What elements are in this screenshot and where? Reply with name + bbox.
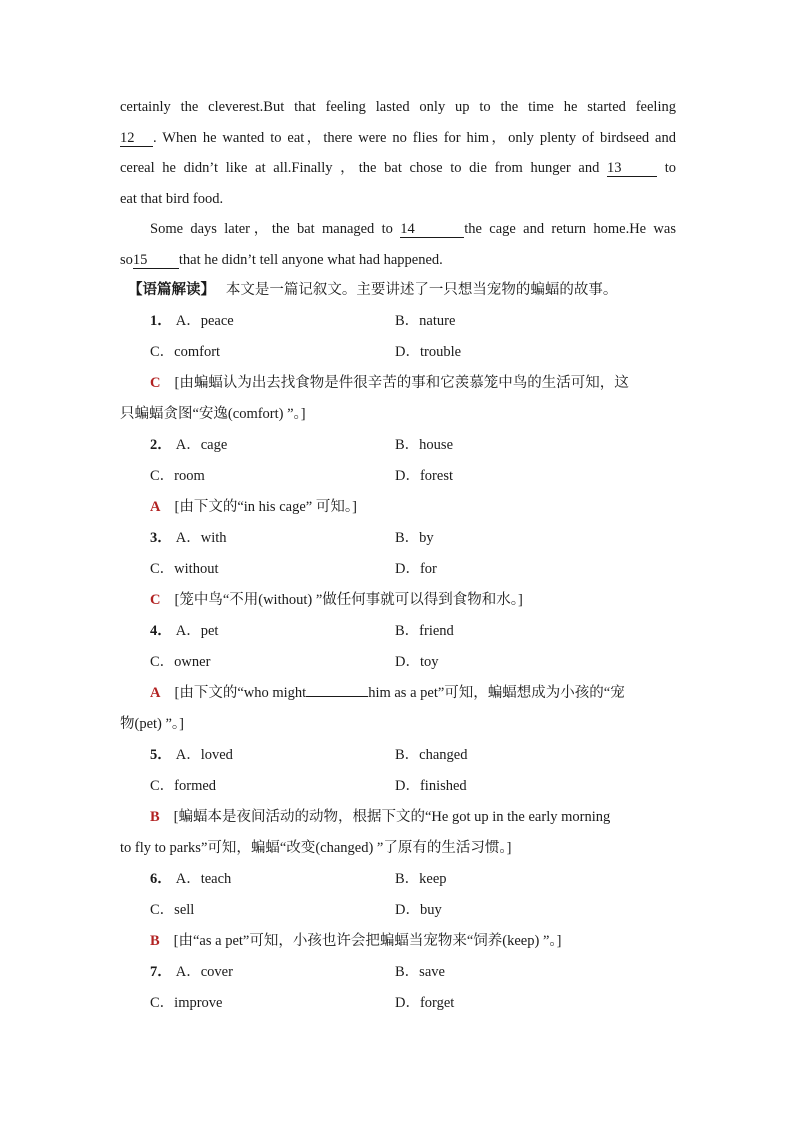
option-b: B．by	[395, 529, 434, 546]
option-d: D．buy	[395, 901, 442, 918]
question-5-explanation: B [蝙蝠本是夜间活动的动物，根据下文的“He got up in the early morning	[150, 808, 611, 825]
question-6-explanation: B [由“as a pet”可知，小孩也许会把蝙蝠当宠物来“饲养(keep) ”。]	[150, 932, 562, 949]
question-1-explanation: C [由蝙蝠认为出去找食物是件很辛苦的事和它羡慕笼中鸟的生活可知，这	[150, 374, 629, 391]
option-d: D．forget	[395, 994, 455, 1011]
option-a: A．loved	[175, 746, 233, 763]
option-b: B．save	[395, 963, 445, 980]
option-c: C．without	[150, 560, 219, 577]
option-d: D．trouble	[395, 343, 462, 360]
question-2-row-1: 2． A．cage B．house	[120, 430, 676, 461]
answer-letter: B	[150, 932, 160, 949]
option-a: A．peace	[175, 312, 234, 329]
answer-letter: C	[150, 591, 161, 608]
question-4-explanation: A [由下文的“who might him as a pet”可知，蝙蝠想成为小孩的“宠	[150, 684, 625, 701]
question-4-row-2	[120, 647, 676, 678]
question-2-row-2	[120, 461, 676, 492]
option-b: B．nature	[395, 312, 456, 329]
answer-letter: A	[150, 684, 161, 701]
option-c: C．room	[150, 467, 205, 484]
question-6-row-1: 6． A．teach B．keep	[120, 864, 676, 895]
option-c: C．formed	[150, 777, 217, 794]
passage-line-2: 12 . When he wanted to eat，there were no flies for him，only plenty of birdseed and	[120, 129, 676, 146]
question-7-row-2	[120, 988, 676, 1019]
option-c: C．comfort	[150, 343, 221, 360]
answer-letter: C	[150, 374, 161, 391]
option-a: A．with	[175, 529, 227, 546]
option-b: B．house	[395, 436, 453, 453]
answer-letter: B	[150, 808, 160, 825]
passage-summary	[120, 275, 676, 306]
blank-14: 14	[400, 221, 464, 238]
blank-12: 12	[120, 130, 153, 147]
option-d: D．forest	[395, 467, 453, 484]
question-5-row-2	[120, 771, 676, 802]
question-3-row-1: 3． A．with B．by	[120, 523, 676, 554]
blank-15: 15	[133, 252, 179, 269]
option-d: D．for	[395, 560, 437, 577]
option-a: A．cage	[175, 436, 228, 453]
option-c: C．owner	[150, 653, 211, 670]
blank-line	[306, 696, 368, 697]
option-d: D．finished	[395, 777, 467, 794]
question-5-row-1: 5． A．loved B．changed	[120, 740, 676, 771]
question-1-explanation-cont: 只蝙蝠贪图“安逸(comfort) ”。]	[120, 405, 306, 422]
option-c: C．improve	[150, 994, 223, 1011]
question-3-explanation: C [笼中鸟“不用(without) ”做任何事就可以得到食物和水。]	[150, 591, 523, 608]
question-1-row-1: 1． A．peace B．nature	[120, 306, 676, 337]
option-c: C．sell	[150, 901, 195, 918]
question-1-row-2	[120, 337, 676, 368]
passage-line-1: certainly the cleverest.But that feeling lasted only up to the time he started feeling	[120, 99, 676, 115]
passage-line-5: Some days later，the bat managed to 14 the cage and return home.He was	[150, 221, 676, 237]
option-b: B．friend	[395, 622, 454, 639]
answer-letter: A	[150, 498, 161, 515]
summary-text: 本文是一篇记叙文。主要讲述了一只想当宠物的蝙蝠的故事。	[225, 282, 618, 298]
blank-13: 13	[607, 160, 657, 177]
question-6-row-2	[120, 895, 676, 926]
passage-line-3: cereal he didn’t like at all.Finally ，the bat chose to die from hunger and 13 to	[120, 160, 676, 176]
document-page	[120, 92, 676, 1019]
question-5-explanation-cont: to fly to parks”可知，蝙蝠“改变(changed) ”了原有的生活习惯。]	[120, 839, 512, 856]
option-a: A．cover	[175, 963, 233, 980]
option-a: A．pet	[175, 622, 219, 639]
option-b: B．keep	[395, 870, 447, 887]
passage-line-4: eat that bird food.	[120, 190, 224, 207]
summary-heading: 【语篇解读】	[128, 282, 215, 298]
option-d: D．toy	[395, 653, 439, 670]
question-4-explanation-cont: 物(pet) ”。]	[120, 715, 185, 732]
question-2-explanation: A [由下文的“in his cage” 可知。]	[150, 498, 357, 515]
question-3-row-2	[120, 554, 676, 585]
option-a: A．teach	[175, 870, 232, 887]
question-7-row-1: 7． A．cover B．save	[120, 957, 676, 988]
option-b: B．changed	[395, 746, 468, 763]
question-4-row-1: 4． A．pet B．friend	[120, 616, 676, 647]
passage-line-6: so15 that he didn’t tell anyone what had happened.	[120, 251, 443, 268]
